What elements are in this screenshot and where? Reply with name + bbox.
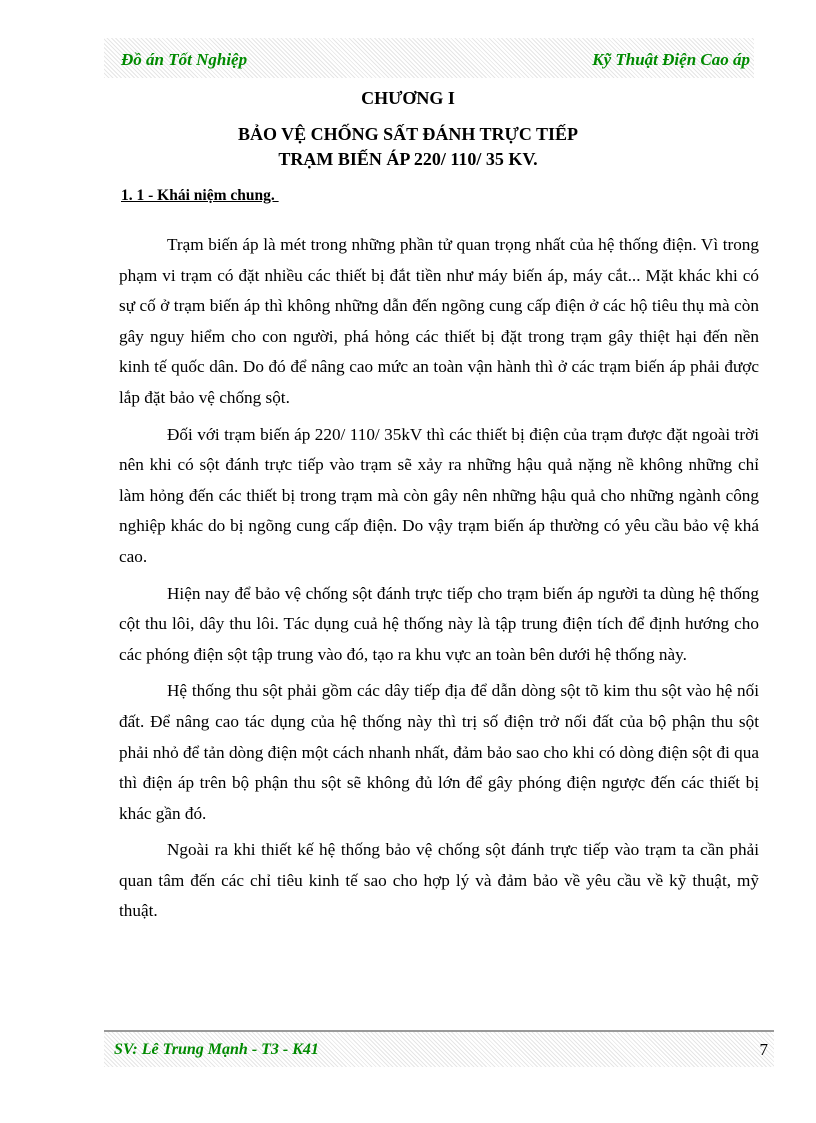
- section-heading: 1. 1 - Khái niệm chung.: [121, 187, 279, 204]
- chapter-title-line-2: TRẠM BIẾN ÁP 220/ 110/ 35 KV.: [278, 149, 538, 169]
- paragraph-3: Hiện nay để bảo vệ chống sột đánh trực tiếp cho trạm biến áp người ta dùng hệ thống cột thu lôi, dây thu lôi. Tác dụng cuả hệ thống này là tập trung điện tích để định hướng cho các phóng điện sột tập trung vào đó, tạo ra khu vực an toàn bên dưới hệ thống này.: [119, 583, 759, 664]
- footer-student-label: SV: Lê Trung Mạnh - T3 - K41: [114, 1041, 319, 1058]
- paragraph-4: Hệ thống thu sột phải gồm các dây tiếp địa để dẫn dòng sột tõ kim thu sột vào hệ nối đất. Để nâng cao tác dụng của hệ thống này thì trị số điện trở nối đất của bộ phận thu sột phải nhỏ để tản dòng điện một cách nhanh nhất, đảm bảo sao cho khi có dòng điện sột đi qua thì điện áp trên bộ phận thu sột sẽ không đủ lớn để gây phóng điện ngược đến các thiết bị khác gần đó.: [119, 681, 759, 823]
- page-footer: [104, 1030, 774, 1067]
- page-number: 7: [759, 1040, 768, 1059]
- paragraph-1: Trạm biến áp là mét trong những phần tử quan trọng nhất của hệ thống điện. Vì trong phạm vi trạm có đặt nhiều các thiết bị đắt tiền như máy biến áp, máy cắt... Mặt khác khi có sự cố ở trạm biến áp thì không những dẫn đến ngõng cung cấp điện ở các hộ tiêu thụ mà còn gây nguy hiểm cho con người, phá hỏng các thiết bị đặt trong trạm gây thiệt hại đến nền kinh tế quốc dân. Do đó để nâng cao mức an toàn vận hành thì ở các trạm biến áp phải được lắp đặt bảo vệ chống sột.: [119, 235, 759, 407]
- chapter-title-line-1: BẢO VỆ CHỐNG SẤT ĐÁNH TRỰC TIẾP: [237, 124, 579, 144]
- paragraph-2: Đối với trạm biến áp 220/ 110/ 35kV thì các thiết bị điện của trạm được đặt ngoài trời nên khi có sột đánh trực tiếp vào trạm sẽ xảy ra những hậu quả nặng nề không những chỉ làm hỏng đến các thiết bị trong trạm mà còn gây nên những hậu quả cho những ngành công nghiệp khác do bị ngõng cung cấp điện. Do vậy trạm biến áp thường có yêu cầu bảo vệ khá cao.: [119, 424, 759, 566]
- header-thesis-label: Đồ án Tốt Nghiệp: [121, 50, 248, 69]
- header-subject-label: Kỹ Thuật Điện Cao áp: [592, 50, 750, 69]
- chapter-heading: CHƯƠNG I: [361, 88, 455, 108]
- page-header: [104, 38, 754, 78]
- body-text: [119, 230, 759, 933]
- paragraph-5: Ngoài ra khi thiết kế hệ thống bảo vệ chống sột đánh trực tiếp vào trạm ta cần phải quan tâm đến các chỉ tiêu kinh tế sao cho hợp lý và đảm bảo về yêu cầu về kỹ thuật, mỹ thuật.: [119, 840, 759, 921]
- chapter-title: [0, 122, 816, 172]
